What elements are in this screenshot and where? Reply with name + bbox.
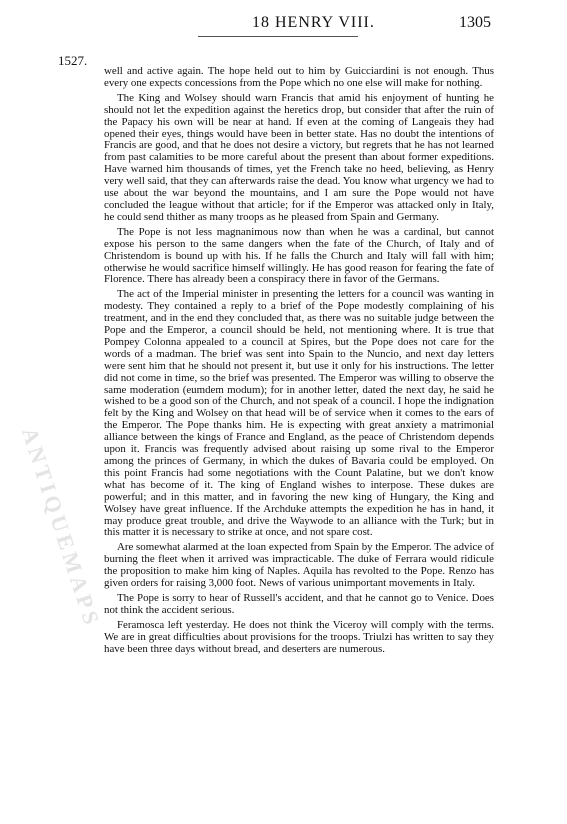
paragraph: Feramosca left yesterday. He does not think the Viceroy will comply with the terms. We are in great difficulties about provisions for the troops. Triulzi has written to say they have been three days without bread, and deserters are numerous. [104, 618, 494, 655]
page-number: 1305 [459, 14, 491, 31]
running-title: 18 HENRY VIII. [252, 14, 375, 31]
paragraph: well and active again. The hope held out to him by Guicciardini is not enough. Thus every one expects concessions from the Pope which no one else will make for nothing. [104, 65, 494, 89]
body-text [104, 66, 494, 659]
margin-year: 1527. [58, 53, 88, 68]
paragraph: The Pope is not less magnanimous now than when he was a cardinal, but cannot expose his person to the same dangers when the fate of the Church, of Italy and of Christendom is bound up with his. If he falls the Church and Italy will fall with him; otherwise he would sacrifice himself willingly. He has good reason for fearing the fate of Florence. There has already been a conspiracy there in favor of the Germans. [104, 225, 494, 286]
running-header [0, 12, 567, 34]
paragraph: The King and Wolsey should warn Francis that amid his enjoyment of hunting he should not let the expedition against the heretics drop, but consider that after the ruin of the Papacy his own will be near at hand. If even at the coming of Langeais they had opened their eyes, things would have been in better state. Has no doubt the intentions of Francis are good, and that he does not desire a victory, but regrets that he has not learned from past calamities to be more careful about the present than about former expeditions. Have warned him thousands of times, yet the French take no heed, believing, as Henry very well said, that they can afterwards raise the dead. You know what urgency we had to use about the war beyond the mountains, and I am sure the Pope would not have concluded the league without that article; for if the Emperor was attacked only in Italy, he could send thither as many troops as he pleased from Spain and Germany. [104, 91, 494, 223]
paragraph: Are somewhat alarmed at the loan expected from Spain by the Emperor. The advice of burning the fleet when it arrived was impracticable. The duke of Ferrara would ridicule the proposition to make him king of Naples. Aquila has revolted to the Pope. Renzo has given orders for raising 3,000 foot. News of various unimportant movements in Italy. [104, 541, 494, 590]
watermark-text: ANTIQUEMAPS [17, 424, 106, 632]
header-rule [198, 36, 358, 37]
paragraph: The Pope is sorry to hear of Russell's accident, and that he cannot go to Venice. Does not think the accident serious. [104, 591, 494, 616]
paragraph: The act of the Imperial minister in presenting the letters for a council was wanting in modesty. They contained a reply to a brief of the Pope modestly complaining of his treatment, and in the end they concluded that, as there was no suitable judge between the Pope and the Emperor, a council should be held, not mentioning where. It is true that Pompey Colonna appealed to a council at Spires, but the Pope does not care for the words of a madman. The brief was sent into Spain to the Nuncio, and next day letters were sent him that he should not present it, but use it only for his instructions. The letter did not come in time, so the brief was presented. The Emperor was willing to observe the same moderation (eumdem modum); for in another letter, dated the next day, he said he wished to be a good son of the Church, and not speak of a council. I hope the indignation felt by the King and Wolsey on that head will be of service when it comes to the ears of the Emperor. The Pope thanks him. He is expecting with great anxiety a matrimonial alliance between the kings of France and England, as the peace of Christendom depends upon it. Francis was frequently advised about raising up some rival to the Emperor among the princes of Germany, in which the dukes of Bavaria could be employed. On this point Francis had some negotiations with the Count Palatine, but we don't know what has become of it. The king of England wishes to interpose. These dukes are powerful; and in this matter, and in favoring the new king of Hungary, the King and Wolsey have great influence. If the Archduke attempts the expedition he has in hand, it may produce great trouble, and drive the Waywode to an alliance with the Turk; but in this matter it is necessary to strike at once, and not spare cost. [104, 288, 494, 539]
